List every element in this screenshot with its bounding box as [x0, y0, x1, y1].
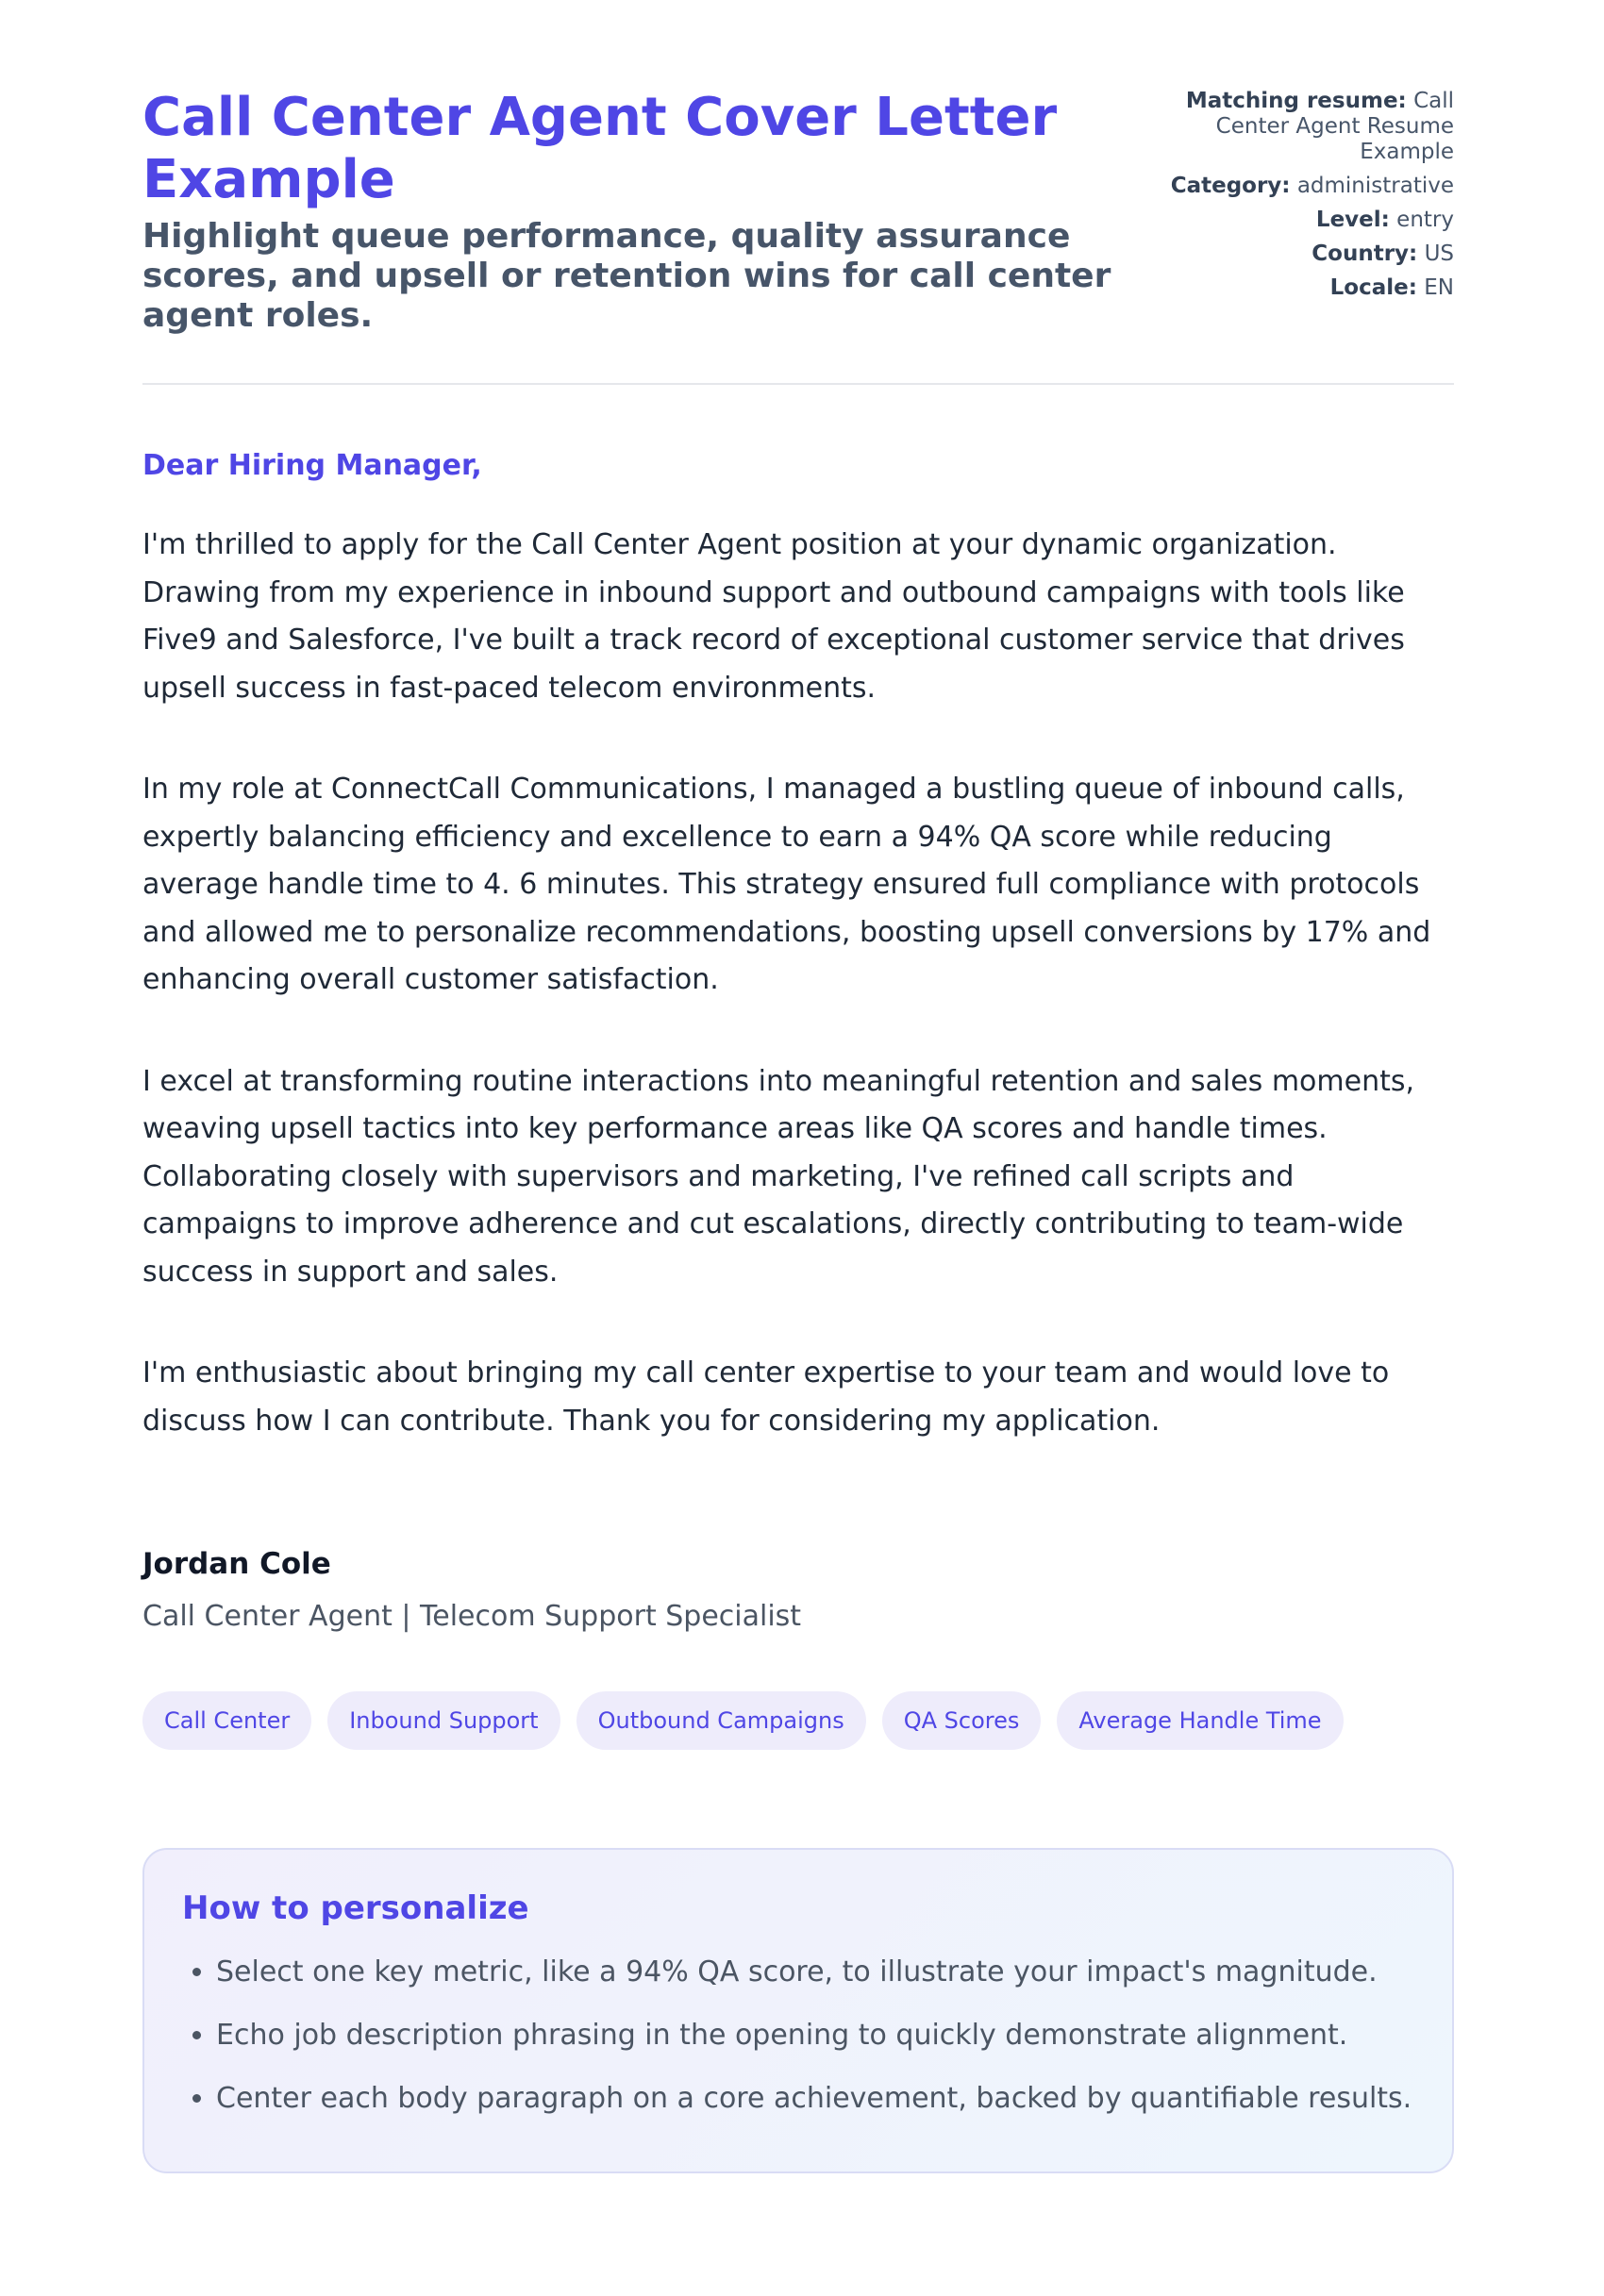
meta-panel: [1152, 87, 1454, 336]
tag: Call Center: [142, 1691, 311, 1750]
tag: Outbound Campaigns: [576, 1691, 866, 1750]
personalize-tips-box: [142, 1848, 1454, 2173]
letter-paragraph: I'm thrilled to apply for the Call Center Agent position at your dynamic organization. Drawing from my experience in inbound support and outbound campaigns with tools like Five9 and Salesforce, I've built a track record of exceptional customer service that drives upsell success in fast-paced telecom environments.: [142, 528, 1405, 705]
meta-level: Level: entry: [1315, 208, 1454, 232]
meta-matching-resume: Matching resume: Call Center Agent Resume Example: [1185, 89, 1454, 164]
meta-category: Category: administrative: [1170, 174, 1454, 198]
page-title: Call Center Agent Cover Letter Example: [142, 87, 1058, 210]
tips-list: [182, 1955, 1414, 2116]
letter-paragraph: I excel at transforming routine interactions into meaningful retention and sales moments, weaving upsell tactics into key performance areas like QA scores and handle times. Collaborating closely with supervisors and marketing, I've refined call scripts and campaigns to improve adherence and cut escalations, directly contributing to team-wide success in support and sales.: [142, 1064, 1415, 1289]
tip-item: • Center each body paragraph on a core achievement, backed by quantifiable results.: [216, 2082, 1414, 2116]
tag: QA Scores: [882, 1691, 1042, 1750]
letter-body: [142, 522, 1454, 1445]
tips-heading: How to personalize: [182, 1889, 529, 1927]
signature-name: Jordan Cole: [142, 1547, 331, 1581]
letter-paragraph: In my role at ConnectCall Communications, I managed a bustling queue of inbound calls, expertly balancing efficiency and excellence to earn a 94% QA score while reducing average handle time to 4. 6 minutes. This strategy ensured full compliance with protocols and allowed me to personalize recommendations, boosting upsell conversions by 17% and enhancing overall customer satisfaction.: [142, 773, 1431, 996]
tag: Inbound Support: [327, 1691, 560, 1750]
meta-locale: Locale: EN: [1329, 275, 1454, 300]
letter-paragraph: I'm enthusiastic about bringing my call center expertise to your team and would love to discuss how I can contribute. Thank you for considering my application.: [142, 1356, 1390, 1438]
page-subtitle: Highlight queue performance, quality assurance scores, and upsell or retention wins for call center agent roles.: [142, 217, 1111, 335]
tip-item: • Select one key metric, like a 94% QA score, to illustrate your impact's magnitude.: [216, 1955, 1414, 1989]
cover-letter-page: [142, 0, 1454, 2173]
meta-country: Country: US: [1312, 241, 1454, 266]
signature-title: Call Center Agent | Telecom Support Specialist: [142, 1600, 802, 1633]
letter-greeting: Dear Hiring Manager,: [142, 449, 482, 482]
tag-list: [142, 1691, 1454, 1750]
page-header: [142, 0, 1454, 385]
tag: Average Handle Time: [1057, 1691, 1343, 1750]
title-block: [142, 87, 1143, 336]
tip-item: • Echo job description phrasing in the opening to quickly demonstrate alignment.: [216, 2019, 1414, 2053]
